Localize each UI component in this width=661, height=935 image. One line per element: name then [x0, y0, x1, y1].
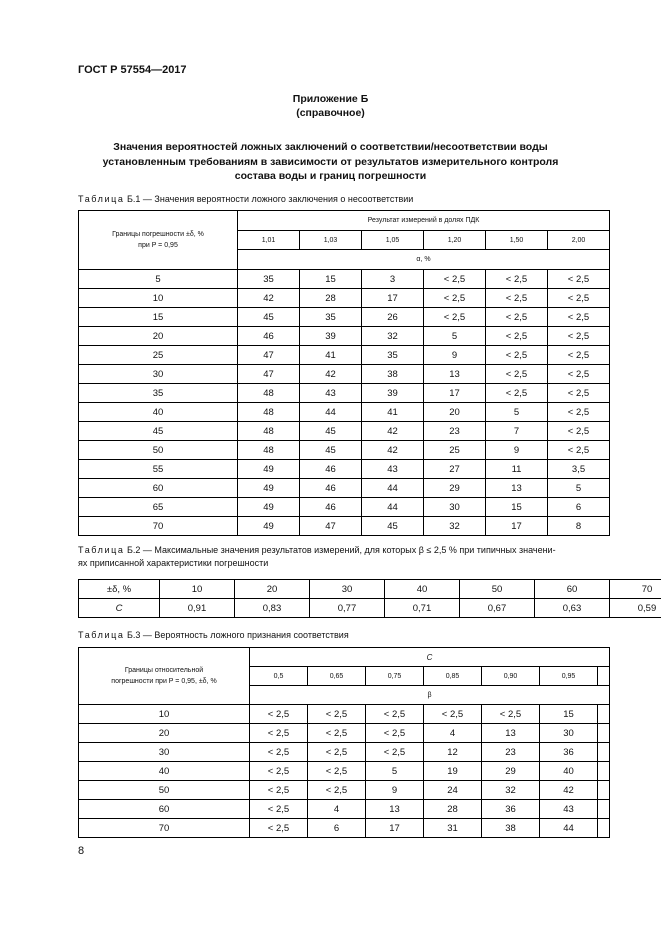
table-cell: 49	[238, 517, 300, 536]
table-cell: < 2,5	[486, 289, 548, 308]
page-number: 8	[78, 845, 85, 857]
table-cell: 3	[362, 270, 424, 289]
table-cell: 23	[482, 743, 540, 762]
table-cell: 45	[300, 422, 362, 441]
table-cell: < 2,5	[486, 270, 548, 289]
table-cell: 17	[486, 517, 548, 536]
table-cell: < 2,5	[548, 327, 610, 346]
table-cell: < 2,5	[308, 762, 366, 781]
table-cell: < 2,5	[366, 724, 424, 743]
table-cell: 60	[79, 479, 238, 498]
table-cell: 48	[238, 384, 300, 403]
table-row	[79, 346, 610, 365]
table-cell: 27	[424, 460, 486, 479]
table-cell: 15	[79, 308, 238, 327]
table3-col-header: 0,65	[308, 667, 366, 686]
table-cell: 20	[79, 327, 238, 346]
table-cell: 0,77	[310, 599, 385, 618]
table-row	[79, 460, 610, 479]
table-cell: 45	[238, 308, 300, 327]
table-cell: 15	[486, 498, 548, 517]
table-cell: < 2,5	[250, 743, 308, 762]
table3-row-header-line1: Границы относительной	[124, 667, 204, 674]
table-empty-cell	[598, 800, 610, 819]
table3-caption	[78, 630, 349, 640]
table-cell: 20	[79, 724, 250, 743]
table-cell: 30	[540, 724, 598, 743]
table1	[78, 210, 610, 536]
appendix-subtitle: (справочное)	[296, 107, 365, 119]
table-cell: 38	[482, 819, 540, 838]
table-cell: 45	[300, 441, 362, 460]
table-cell: 29	[482, 762, 540, 781]
table-cell: 35	[362, 346, 424, 365]
table-cell: 44	[362, 498, 424, 517]
table-cell: < 2,5	[486, 308, 548, 327]
table-cell: 17	[424, 384, 486, 403]
table-cell: 44	[540, 819, 598, 838]
table-cell: 28	[300, 289, 362, 308]
table-cell: 45	[79, 422, 238, 441]
table-cell: 30	[424, 498, 486, 517]
table-cell: 4	[424, 724, 482, 743]
table-cell: 42	[238, 289, 300, 308]
table-cell: 46	[300, 479, 362, 498]
table-row	[79, 743, 610, 762]
table-cell: 36	[482, 800, 540, 819]
table-row	[79, 517, 610, 536]
table-row	[79, 384, 610, 403]
table-cell: 23	[424, 422, 486, 441]
table-row	[79, 403, 610, 422]
table-cell: < 2,5	[250, 800, 308, 819]
table-cell: 32	[482, 781, 540, 800]
table-row	[79, 781, 610, 800]
table-cell: 0,59	[610, 599, 661, 618]
table1-number: Б.1 —	[124, 194, 155, 204]
table-cell: 41	[300, 346, 362, 365]
table-cell: 8	[548, 517, 610, 536]
table1-unit-row: α, %	[238, 250, 610, 270]
table1-col-header: 1,05	[362, 231, 424, 250]
table2-label: Таблица	[78, 545, 125, 555]
table-cell: 49	[238, 479, 300, 498]
table-cell: 13	[486, 479, 548, 498]
table-cell: 42	[300, 365, 362, 384]
table1-group-header: Результат измерений в долях ПДК	[238, 211, 610, 231]
table-cell: < 2,5	[548, 441, 610, 460]
table-cell: 13	[482, 724, 540, 743]
table-cell: < 2,5	[548, 403, 610, 422]
table1-row-header-line2: при P = 0,95	[138, 242, 178, 249]
table-cell: 70	[79, 819, 250, 838]
table2-caption-line2: ях приписанной характеристики погрешности	[78, 558, 269, 568]
table-cell: 24	[424, 781, 482, 800]
table-cell: 43	[540, 800, 598, 819]
table-cell: 4	[308, 800, 366, 819]
table1-row-header	[79, 211, 238, 270]
table-cell: 44	[362, 479, 424, 498]
table-cell: 42	[362, 422, 424, 441]
table-cell: 6	[548, 498, 610, 517]
table-cell: 35	[300, 308, 362, 327]
table3-row-header-line2: погрешности при P = 0,95, ±δ, %	[111, 678, 217, 685]
table-cell: 49	[238, 460, 300, 479]
table-cell: 46	[238, 327, 300, 346]
table-cell: < 2,5	[548, 365, 610, 384]
table-cell: 47	[300, 517, 362, 536]
table-empty-cell	[598, 743, 610, 762]
table-cell: 30	[310, 580, 385, 599]
table-empty-cell	[598, 781, 610, 800]
table-cell: 39	[300, 327, 362, 346]
table-cell: 32	[362, 327, 424, 346]
table-cell: 46	[300, 460, 362, 479]
table-cell: < 2,5	[424, 705, 482, 724]
table-cell: 5	[548, 479, 610, 498]
table-row	[79, 289, 610, 308]
table-cell: 38	[362, 365, 424, 384]
table3-col-header: 0,95	[540, 667, 598, 686]
table1-col-header: 1,03	[300, 231, 362, 250]
table-cell: 39	[362, 384, 424, 403]
table-cell: < 2,5	[308, 781, 366, 800]
table-cell: 5	[424, 327, 486, 346]
table-cell: 40	[540, 762, 598, 781]
table-cell: 50	[79, 441, 238, 460]
table-cell: < 2,5	[366, 743, 424, 762]
table-cell: 42	[362, 441, 424, 460]
table-cell: 43	[300, 384, 362, 403]
table3-col-header: 0,75	[366, 667, 424, 686]
table-cell: < 2,5	[548, 384, 610, 403]
table-cell: 17	[362, 289, 424, 308]
table-cell: < 2,5	[308, 724, 366, 743]
table-row	[79, 599, 661, 618]
table-cell: < 2,5	[548, 422, 610, 441]
table-row	[79, 800, 610, 819]
table-cell: 50	[79, 781, 250, 800]
table3-number: Б.3 —	[124, 630, 155, 640]
main-title-line1: Значения вероятностей ложных заключений о соответствии/несоответствии воды	[113, 141, 548, 153]
table-cell: 15	[300, 270, 362, 289]
table-cell: 65	[79, 498, 238, 517]
table-empty-cell	[598, 819, 610, 838]
table-cell: 35	[238, 270, 300, 289]
table-cell: 19	[424, 762, 482, 781]
table-row	[79, 819, 610, 838]
table-cell: 0,63	[535, 599, 610, 618]
table-cell: 47	[238, 365, 300, 384]
table-cell: < 2,5	[548, 270, 610, 289]
table-cell: 41	[362, 403, 424, 422]
table-cell: ±δ, %	[79, 580, 160, 599]
table-cell: 55	[79, 460, 238, 479]
table-cell: 7	[486, 422, 548, 441]
table-cell: C	[79, 599, 160, 618]
table2-number: Б.2 —	[124, 545, 155, 555]
table-row	[79, 441, 610, 460]
document-id: ГОСТ Р 57554—2017	[78, 64, 187, 76]
table-cell: 5	[486, 403, 548, 422]
table-cell: 70	[610, 580, 661, 599]
table-cell: 49	[238, 498, 300, 517]
table-row	[79, 580, 661, 599]
table-cell: 46	[300, 498, 362, 517]
table-cell: 0,91	[160, 599, 235, 618]
table-cell: < 2,5	[424, 308, 486, 327]
table1-label: Таблица	[78, 194, 125, 204]
appendix-title: Приложение Б	[292, 93, 369, 105]
table-cell: 20	[235, 580, 310, 599]
table-cell: 48	[238, 441, 300, 460]
table1-col-header: 1,50	[486, 231, 548, 250]
table-cell: < 2,5	[250, 762, 308, 781]
table3-empty-cell	[598, 667, 610, 686]
table-empty-cell	[598, 762, 610, 781]
table-cell: 31	[424, 819, 482, 838]
table-cell: < 2,5	[548, 289, 610, 308]
table-cell: < 2,5	[308, 705, 366, 724]
table-cell: 30	[79, 743, 250, 762]
table-cell: 32	[424, 517, 486, 536]
table-empty-cell	[598, 724, 610, 743]
table-cell: 10	[79, 289, 238, 308]
table1-caption-text: Значения вероятности ложного заключения о несоответствии	[154, 194, 414, 204]
table-cell: 15	[540, 705, 598, 724]
table-empty-cell	[598, 705, 610, 724]
table-cell: 42	[540, 781, 598, 800]
table-cell: < 2,5	[250, 781, 308, 800]
table1-col-header: 1,01	[238, 231, 300, 250]
table3-label: Таблица	[78, 630, 125, 640]
table-cell: 10	[160, 580, 235, 599]
table-cell: < 2,5	[486, 365, 548, 384]
table-cell: < 2,5	[548, 346, 610, 365]
table1-col-header: 2,00	[548, 231, 610, 250]
table-row	[79, 724, 610, 743]
table-cell: < 2,5	[424, 270, 486, 289]
table-cell: < 2,5	[366, 705, 424, 724]
table-row	[79, 270, 610, 289]
table3-col-header: 0,5	[250, 667, 308, 686]
table-cell: 44	[300, 403, 362, 422]
table-cell: < 2,5	[486, 327, 548, 346]
table-row	[79, 422, 610, 441]
table3-caption-text: Вероятность ложного признания соответствия	[154, 630, 349, 640]
table-cell: 5	[366, 762, 424, 781]
table3-unit-row: β	[250, 686, 610, 705]
table-cell: 28	[424, 800, 482, 819]
table-row	[79, 498, 610, 517]
table-cell: 29	[424, 479, 486, 498]
main-title-line2: установленным требованиям в зависимости от результатов измерительного контроля	[102, 156, 559, 168]
table-row	[79, 365, 610, 384]
table-cell: 9	[366, 781, 424, 800]
table-cell: 70	[79, 517, 238, 536]
table3-col-header: 0,85	[424, 667, 482, 686]
table-cell: 35	[79, 384, 238, 403]
table1-col-header: 1,20	[424, 231, 486, 250]
table-cell: 36	[540, 743, 598, 762]
table-cell: 43	[362, 460, 424, 479]
table-cell: 0,71	[385, 599, 460, 618]
table-cell: 3,5	[548, 460, 610, 479]
table-cell: 25	[79, 346, 238, 365]
table-cell: < 2,5	[482, 705, 540, 724]
table3-col-header: 0,90	[482, 667, 540, 686]
table-row	[79, 479, 610, 498]
table-cell: 20	[424, 403, 486, 422]
table-cell: < 2,5	[486, 346, 548, 365]
table-cell: 60	[535, 580, 610, 599]
table3-group-header: C	[250, 648, 610, 667]
table-cell: 48	[238, 403, 300, 422]
table-cell: 13	[366, 800, 424, 819]
table-cell: 50	[460, 580, 535, 599]
table-cell: 30	[79, 365, 238, 384]
table-row	[79, 327, 610, 346]
table-cell: 26	[362, 308, 424, 327]
table-cell: 13	[424, 365, 486, 384]
table-cell: 11	[486, 460, 548, 479]
table-row	[79, 308, 610, 327]
table3-row-header	[79, 648, 250, 705]
table-cell: 40	[385, 580, 460, 599]
table-cell: 5	[79, 270, 238, 289]
table-cell: 45	[362, 517, 424, 536]
table-cell: < 2,5	[548, 308, 610, 327]
table-cell: 60	[79, 800, 250, 819]
table-row	[79, 762, 610, 781]
table-cell: < 2,5	[250, 724, 308, 743]
table1-caption	[78, 194, 413, 204]
table2	[78, 579, 661, 618]
table-cell: < 2,5	[486, 384, 548, 403]
table3	[78, 647, 610, 838]
table-cell: < 2,5	[250, 705, 308, 724]
table-cell: 25	[424, 441, 486, 460]
table-cell: 40	[79, 762, 250, 781]
table-cell: 10	[79, 705, 250, 724]
table-cell: 47	[238, 346, 300, 365]
table-cell: < 2,5	[308, 743, 366, 762]
table2-caption	[78, 545, 556, 555]
table-cell: 17	[366, 819, 424, 838]
table-cell: 9	[486, 441, 548, 460]
main-title-line3: состава воды и границ погрешности	[234, 170, 427, 182]
table-cell: 9	[424, 346, 486, 365]
table-cell: 12	[424, 743, 482, 762]
table-cell: 40	[79, 403, 238, 422]
table2-caption-line1: Максимальные значения результатов измерений, для которых β ≤ 2,5 % при типичных значени-	[154, 545, 556, 555]
table-cell: 48	[238, 422, 300, 441]
table-cell: 6	[308, 819, 366, 838]
table-cell: 0,83	[235, 599, 310, 618]
table1-row-header-line1: Границы погрешности ±δ, %	[112, 231, 204, 238]
table-row	[79, 705, 610, 724]
table-cell: 0,67	[460, 599, 535, 618]
table-cell: < 2,5	[424, 289, 486, 308]
table-cell: < 2,5	[250, 819, 308, 838]
